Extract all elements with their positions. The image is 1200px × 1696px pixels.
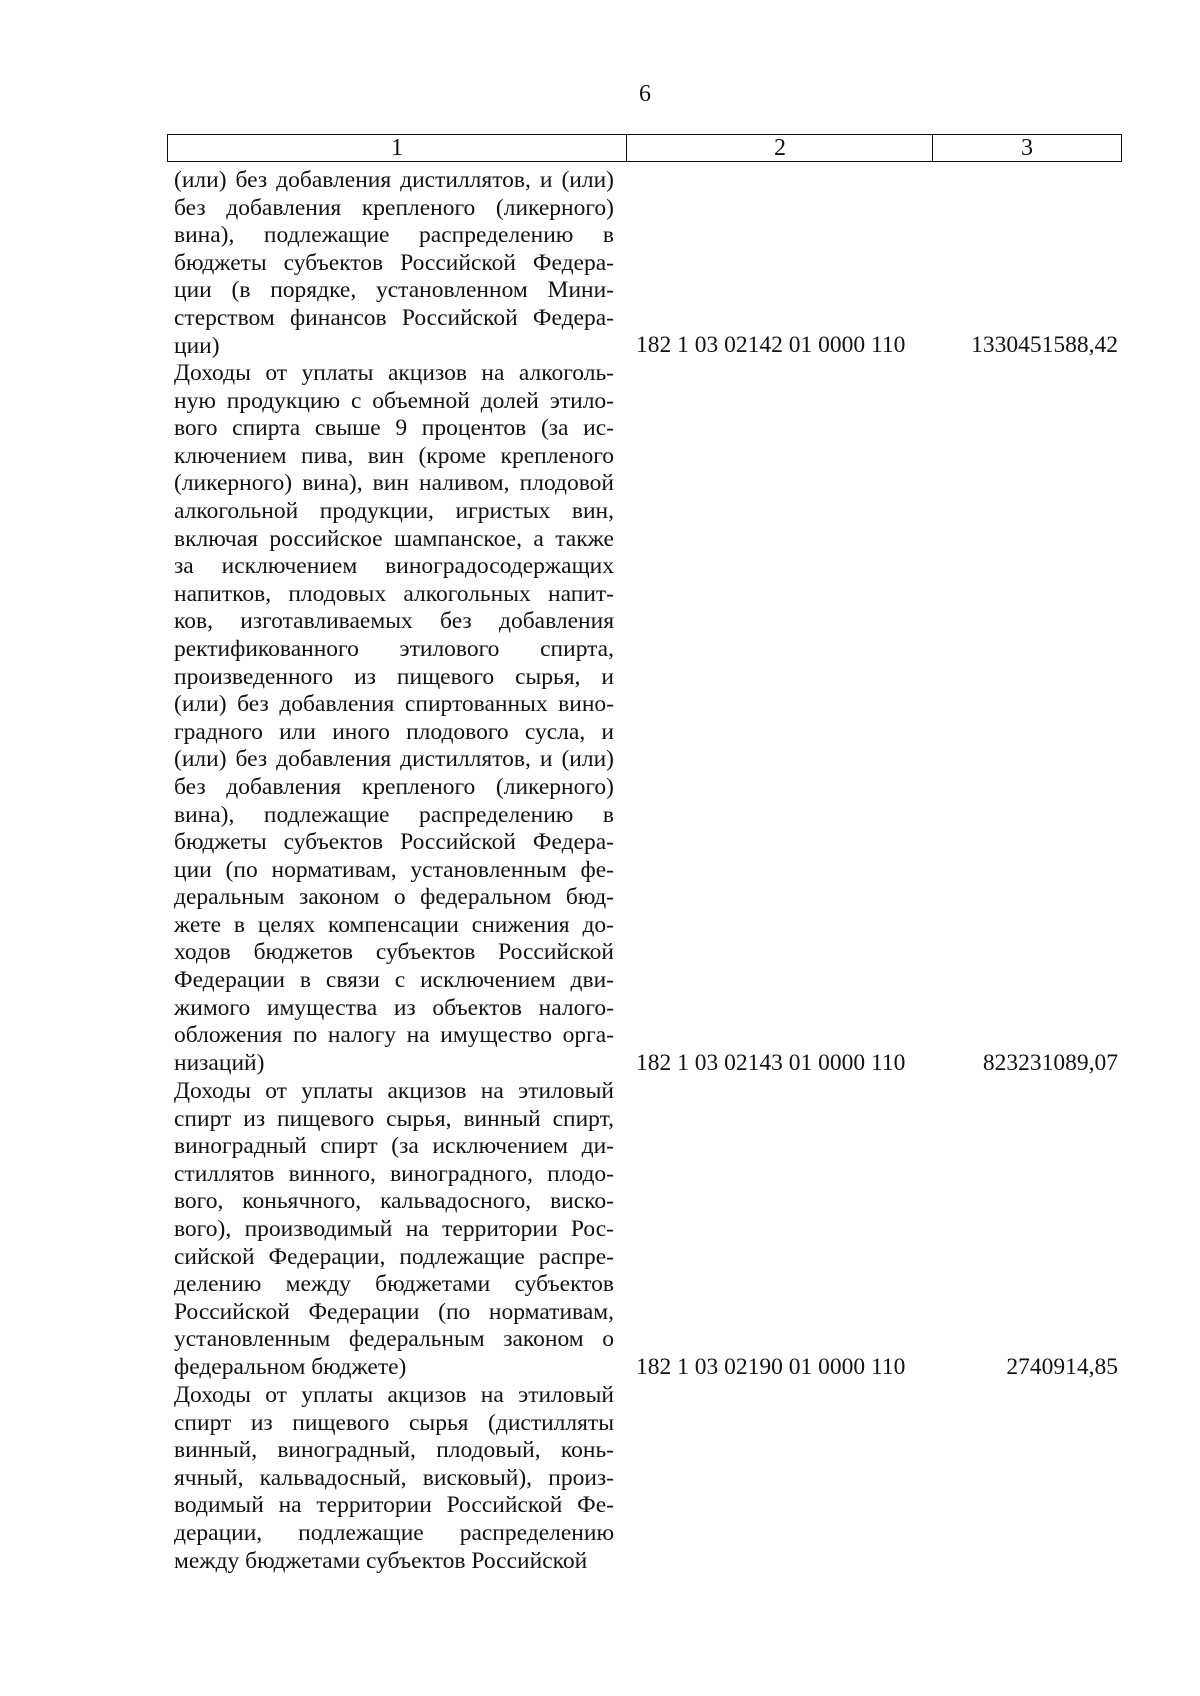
description-line: ков, изготавливаемых без добавления [174, 608, 614, 635]
row-description [174, 167, 614, 360]
description-line: Доходы от уплаты акцизов на этиловый [174, 1382, 614, 1408]
description-line: произведенного из пищевого сырья, и [174, 663, 614, 690]
amount-value: 2740914,85 [1006, 1354, 1118, 1380]
description-line: (или) без добавления дистиллятов, и (или) [174, 167, 614, 193]
description-line: вина), подлежащие распределению в [174, 222, 614, 249]
description-line: Доходы от уплаты акцизов на этиловый [174, 1078, 614, 1104]
page-number: 6 [639, 81, 651, 107]
budget-code: 182 1 03 02142 01 0000 110 [636, 332, 906, 358]
budget-code: 182 1 03 02143 01 0000 110 [636, 1050, 906, 1076]
description-line: ную продукцию с объемной долей этило- [174, 387, 614, 414]
description-line: ходов бюджетов субъектов Российской [174, 939, 614, 966]
description-line: делению между бюджетами субъектов [174, 1271, 614, 1298]
description-line: спирт из пищевого сырья, винный спирт, [174, 1105, 614, 1132]
description-line: алкогольной продукции, игристых вин, [174, 497, 614, 524]
description-line: федеральном бюджете) [174, 1353, 407, 1380]
description-line: ключением пива, вин (кроме крепленого [174, 442, 614, 469]
description-line: градного или иного плодового сусла, и [174, 718, 614, 745]
row-description [174, 1078, 614, 1382]
description-line: между бюджетами субъектов Российской [174, 1547, 588, 1574]
description-line: деральным законом о федеральном бюд- [174, 884, 614, 911]
description-line: бюджеты субъектов Российской Федера- [174, 249, 614, 276]
row-description [174, 1382, 614, 1575]
description-line: ячный, кальвадосный, висковый), произ- [174, 1464, 614, 1491]
budget-code: 182 1 03 02190 01 0000 110 [636, 1354, 906, 1380]
column-header-2: 2 [626, 135, 933, 161]
description-line: стерством финансов Российской Федера- [174, 304, 614, 331]
amount-value: 1330451588,42 [971, 332, 1118, 358]
description-line: дерации, подлежащие распределению [174, 1519, 614, 1546]
description-line: стиллятов винного, виноградного, плодо- [174, 1160, 614, 1187]
description-line: ции (по нормативам, установленным фе- [174, 856, 614, 883]
description-line: напитков, плодовых алкогольных напит- [174, 580, 614, 607]
description-line: жимого имущества из объектов налого- [174, 994, 614, 1021]
description-line: ции) [174, 332, 220, 359]
description-line: вого спирта свыше 9 процентов (за ис- [174, 415, 614, 442]
description-line: без добавления крепленого (ликерного) [174, 773, 614, 800]
description-line: вина), подлежащие распределению в [174, 801, 614, 828]
column-header-1: 1 [391, 135, 403, 161]
description-line: вого, коньячного, кальвадосного, виско- [174, 1188, 614, 1215]
row-description [174, 360, 614, 1077]
amount-value: 823231089,07 [982, 1050, 1118, 1076]
table-header-row [167, 134, 1122, 162]
description-line: сийской Федерации, подлежащие распре- [174, 1243, 614, 1270]
description-line: Российской Федерации (по нормативам, [174, 1298, 614, 1325]
description-line: вого), производимый на территории Рос- [174, 1215, 614, 1242]
description-line: (ликерного) вина), вин наливом, плодовой [174, 470, 614, 497]
description-line: винный, виноградный, плодовый, конь- [174, 1437, 614, 1464]
description-line: спирт из пищевого сырья (дистилляты [174, 1409, 614, 1436]
description-line: включая российское шампанское, а также [174, 525, 614, 552]
description-line: жете в целях компенсации снижения до- [174, 911, 614, 938]
description-line: водимый на территории Российской Фе- [174, 1492, 614, 1519]
column-header-3: 3 [932, 135, 1121, 161]
description-line: установленным федеральным законом о [174, 1326, 614, 1353]
description-line: (или) без добавления дистиллятов, и (или) [174, 746, 614, 773]
description-line: обложения по налогу на имущество орга- [174, 1022, 614, 1049]
description-line: Доходы от уплаты акцизов на алкоголь- [174, 360, 614, 386]
description-line: без добавления крепленого (ликерного) [174, 194, 614, 221]
description-line: бюджеты субъектов Российской Федера- [174, 829, 614, 856]
description-line: за исключением виноградосодержащих [174, 553, 614, 580]
description-line: (или) без добавления спиртованных вино- [174, 691, 614, 718]
description-line: низаций) [174, 1049, 265, 1076]
description-line: ции (в порядке, установленном Мини- [174, 277, 614, 304]
description-line: ректификованного этилового спирта, [174, 635, 614, 662]
description-line: Федерации в связи с исключением дви- [174, 967, 614, 994]
description-line: виноградный спирт (за исключением ди- [174, 1133, 614, 1160]
